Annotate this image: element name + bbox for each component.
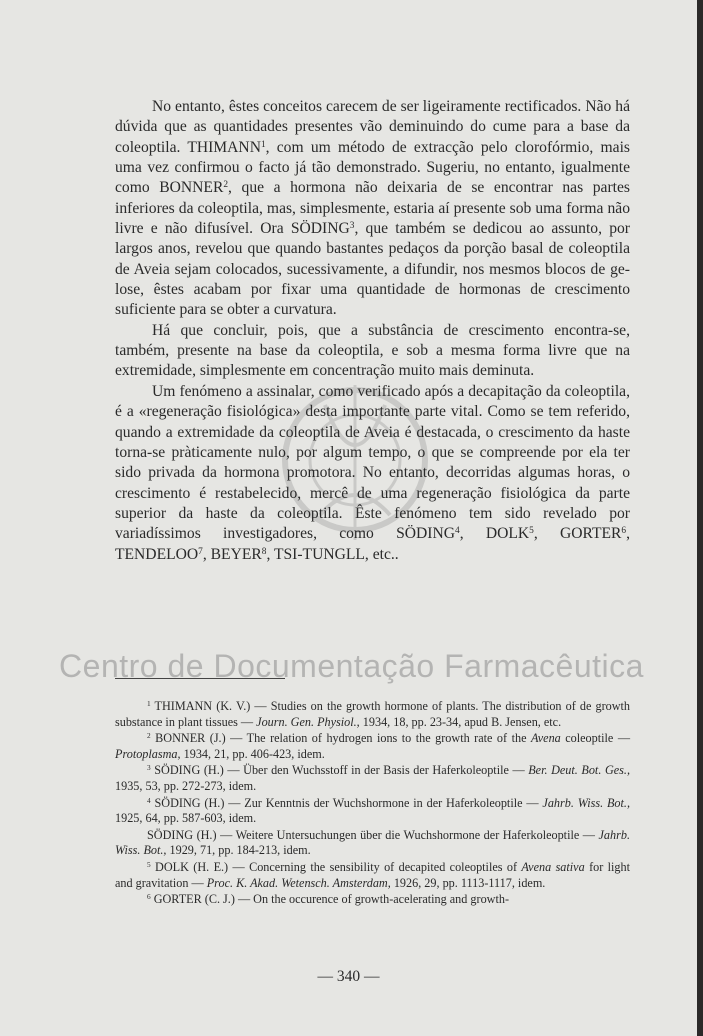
- footnotes: [115, 699, 630, 909]
- footnote-ref-6: 6: [621, 526, 627, 537]
- footnote-5-text: DOLK (H. E.) — Concerning the sensibility of decapited coleoptiles of: [155, 859, 522, 874]
- footnote-mark-6: 6: [147, 892, 151, 902]
- paragraph-3-part-d: , TENDELOO: [115, 525, 630, 563]
- footnote-5-journal: Proc. K. Akad. Wetensch. Amsterdam,: [206, 875, 391, 890]
- watermark-text: Centro de Documentação Farmacêutica: [59, 648, 644, 684]
- footnote-5-tail: 1926, 29, pp. 1113-1117, idem.: [390, 875, 546, 890]
- footnote-1-tail: 1934, 18, pp. 23-34, apud B. Jensen, etc.: [359, 714, 562, 729]
- footnote-ref-2: 2: [223, 180, 229, 191]
- footnote-2-text: BONNER (J.) — The relation of hydrogen ions to the growth rate of the: [155, 731, 531, 746]
- footnote-3-journal: Ber. Deut. Bot. Ges.,: [528, 763, 630, 778]
- footnote-4-text: SÖDING (H.) — Zur Kenntnis der Wuchshormone in der Haferkoleoptile —: [154, 795, 543, 810]
- footnote-2-species: Avena: [530, 731, 561, 746]
- paragraph-3-part-c: , GORTER: [533, 525, 622, 543]
- footnote-6-text: GORTER (C. J.) — On the occurence of growth-acelerating and growth-: [153, 892, 510, 907]
- footnote-4b-text: SÖDING (H.) — Weitere Untersuchungen über die Wuchshormone der Haferkoleoptile —: [147, 827, 599, 842]
- footnote-ref-3: 3: [349, 220, 355, 231]
- footnote-divider: [115, 678, 285, 679]
- footnote-4-journal: Jahrb. Wiss. Bot.,: [542, 795, 631, 810]
- footnote-mark-1: 1: [147, 698, 151, 708]
- book-spine-edge: [697, 0, 703, 1036]
- footnote-4b-tail: 1929, 71, pp. 184-213, idem.: [166, 843, 311, 858]
- paragraph-3-part-b: , DOLK: [459, 525, 530, 543]
- footnote-2-mid: coleoptile —: [560, 731, 631, 746]
- footnote-1: [115, 699, 630, 730]
- footnote-mark-2: 2: [147, 731, 151, 741]
- footnote-1-journal: Journ. Gen. Physiol.,: [256, 714, 360, 729]
- footnote-ref-8: 8: [261, 546, 267, 557]
- paragraph-3-part-f: , TSI-TUNGLL, etc..: [266, 545, 399, 563]
- paragraph-1-part-c: , que a hormona não deixaria de se encontrar nas partes inferiores da coleoptila, mas, simplesmente, estaria aí presente sob uma forma não livre e não difusível. Ora SÖDING: [115, 179, 630, 238]
- footnote-4b: [115, 828, 630, 859]
- paragraph-3-part-e: , BEYER: [202, 545, 262, 563]
- footnote-ref-5: 5: [529, 526, 534, 537]
- footnote-4b-journal: Jahrb. Wiss. Bot.,: [115, 827, 630, 858]
- footnote-3-text: SÖDING (H.) — Über den Wuchsstoff in der Basis der Haferkoleoptile —: [154, 763, 529, 778]
- paragraph-1-part-d: , que também se dedicou ao assunto, por largos anos, revelou que quando bastantes pedaços da porção basal de coleoptila de Aveia sejam colocados, sucessivamente, a difundir, nos mesmos blocos de gelose, êstes acabam por fixar uma quantidade de hormonas de crescimento suficiente para se obter a curvatura.: [115, 220, 630, 319]
- footnote-2-journal: Protoplasma,: [115, 746, 181, 761]
- footnote-ref-1: 1: [260, 139, 266, 150]
- footnote-2-tail: 1934, 21, pp. 406-423, idem.: [180, 746, 325, 761]
- footnote-mark-4: 4: [147, 795, 151, 805]
- footnote-4-tail: 1925, 64, pp. 587-603, idem.: [115, 811, 257, 826]
- paragraph-1-part-a: No entanto, êstes conceitos carecem de ser ligeiramente rectificados. Não há dúvida que as quantidades presentes vão deminuindo do cume para a base da coleoptila. THIMANN: [115, 98, 630, 156]
- page-number: — 340 —: [317, 968, 380, 985]
- paragraph-2: Há que concluir, pois, que a substância de crescimento encontra-se, também, presente na base da coleoptila, e sob a mesma forma livre que na extremidade, simplesmente em concentração muito mais deminuta.: [115, 321, 630, 380]
- body-text: [115, 97, 630, 565]
- paragraph-1: [115, 97, 630, 321]
- footnote-4: [115, 796, 630, 827]
- paragraph-3-part-a: Um fenómeno a assinalar, como verificado após a decapitação da coleoptila, é a «regeneração fisiológica» desta importante parte vital. Como se tem referido, quando a extremidade da coleoptila de Aveia é destacada, o crescimento da haste torna-se pràticamente nulo, por algum tempo, o que se compreende por ela ter sido privada da hormona promotora. No entanto, decorridas algumas horas, o crescimento é restabelecido, mercê de uma regeneração fisiológica da parte superior da haste da coleoptila. Êste fenómeno tem sido revelado por variadíssimos investigadores, como SÖDING: [115, 382, 630, 543]
- footnote-1-text: THIMANN (K. V.) — Studies on the growth hormone of plants. The distribution of de growth substance in plant tissues —: [115, 699, 631, 729]
- footnote-6: [115, 892, 630, 908]
- footnote-2: [115, 731, 630, 762]
- paragraph-1-part-b: , com um método de extracção pelo clorofórmio, mais uma vez confirmou o facto já tão demonstrado. Sugeriu, no entanto, igualmente como BONNER: [115, 138, 630, 197]
- footnote-mark-5: 5: [147, 859, 151, 869]
- footnote-5: [115, 860, 630, 891]
- footnote-3: [115, 763, 630, 794]
- footnote-5-mid: for light and gravitation —: [115, 859, 631, 890]
- footnote-ref-4: 4: [455, 526, 460, 537]
- footnote-5-species: Avena sativa: [521, 859, 585, 874]
- paragraph-3: [115, 382, 630, 565]
- footnote-3-tail: 1935, 53, pp. 272-273, idem.: [115, 778, 257, 793]
- footnote-mark-3: 3: [147, 763, 151, 773]
- footnote-ref-7: 7: [198, 546, 203, 557]
